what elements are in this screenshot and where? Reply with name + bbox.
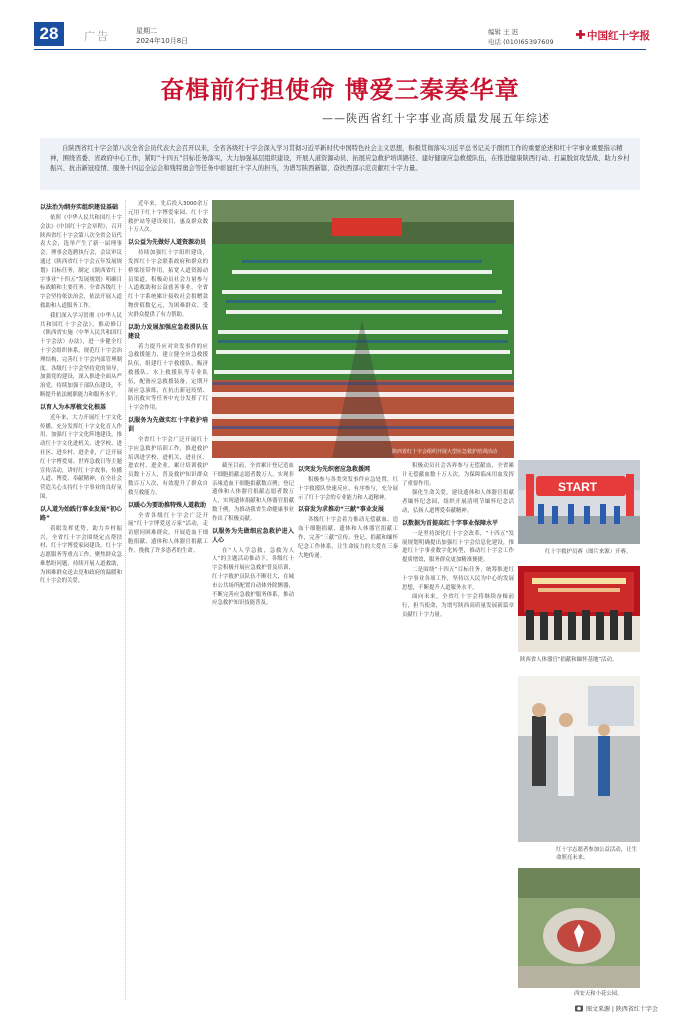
svg-text:START: START <box>558 480 598 494</box>
paragraph: 在“人人学急救，急救为人人”的主题活动推动下，各级红十字会积极开展应急救护普及培训，红十字救护员队伍不断壮大，在城市公共场所配置自动体外除颤器，不断完善应急救护服务体系，推动应急救护知识技能普及。 <box>212 547 294 607</box>
stadium-photo <box>212 200 514 458</box>
stadium-crowd-illustration <box>212 200 514 458</box>
paragraph: 全省红十字会广泛开展红十字应急救护培训工作，推进救护培训进学校、进机关、进社区、进农村、进企业，累计培训救护员数十万人，普及救护知识群众数百万人次，有效提升了群众自救互救能力。 <box>128 436 208 496</box>
paragraph: 强化生命关爱，建设遗体和人体器官捐献者缅怀纪念园，组织开展清明节缅怀纪念活动，弘扬人道博爱奉献精神。 <box>402 490 514 514</box>
volunteer-illustration <box>518 676 640 842</box>
paragraph: 积极动员社会各界参与无偿献血，全省累计无偿献血数十万人次，为保障临床用血发挥了重要作用。 <box>402 463 514 487</box>
section-label: 广告 <box>84 30 110 43</box>
headline: 奋楫前行担使命 博爱三秦奏华章 <box>160 76 520 104</box>
masthead <box>0 0 680 52</box>
red-cross-logo-icon <box>576 30 585 39</box>
paragraph: 着力提升应对突发事件的应急救援能力，建立健全应急救援队伍，组建红十字救援队、赈济救援队、水上救援队等专业队伍，配备应急救援装备，定期开展应急演练，在抗击新冠疫情、防汛救灾等任务中充分发挥了红十字会作用。 <box>128 343 208 412</box>
paragraph: 着眼发挥优势，助力乡村振兴，全省红十字会围绕定点帮扶村、红十字博爱家园建设、红十字志愿服务等重点工作，聚焦群众急难愁盼问题，持续开展人道救助，为困难群众送去党和政府的温暖和红十字会的关爱。 <box>40 525 122 585</box>
issue-date: 2024年10月8日 <box>136 37 189 45</box>
column-3a <box>212 462 294 1000</box>
section-heading: 以人道为始践行事业发展“初心路” <box>40 505 122 522</box>
paragraph: 二是围绕“十四五”目标任务，统筹推进红十字事业各项工作，坚持以人民为中心的发展思想，不断提升人道服务水平。 <box>402 566 514 591</box>
section-heading: 以育人为本厚植文化根基 <box>40 403 107 411</box>
photo-credit: 图文来源 | 陕西省红十字会 <box>586 1006 658 1013</box>
garden-photo <box>518 868 640 988</box>
newspaper-logo: 中国红十字报 <box>587 30 650 42</box>
section-heading: 以公益为先做好人道资源动员 <box>128 239 207 247</box>
issue-meta <box>136 26 188 46</box>
paragraph: 近年来，先后投入3000余万元用于红十字博爱家园、红十字救护站等建设项目，惠及群众数十万人次。 <box>128 201 208 234</box>
header-rule <box>34 49 646 50</box>
editor-name: 编辑 王 迟 <box>488 28 519 36</box>
section-heading: 以突发为先织密应急救援网 <box>298 466 371 473</box>
volunteer-photo <box>518 676 640 842</box>
garden-photo-caption: 西安天和小花公园。 <box>574 991 623 997</box>
start-photo-caption: 红十字救护员赛（图片来源）开赛。 <box>545 549 632 555</box>
paragraph: 积极参与各类突发事件应急处置，红十字救援队快速反应、有序参与，充分展示了红十字会的专业能力和人道精神。 <box>298 477 398 501</box>
section-heading: 以服务为先做实红十字救护培训 <box>128 416 208 433</box>
paragraph: 全省各级红十字会广泛开展“红十字博爱送万家”活动，走访慰问困难群众，开展造血干细胞捐献、遗体和人体器官捐献工作，挽救了许多患者的生命。 <box>128 512 208 554</box>
column-2 <box>128 200 208 1000</box>
meeting-stage-illustration <box>518 566 640 652</box>
column-3b <box>298 462 398 1000</box>
section-heading: 以服务为先做细应急救护进入人心 <box>212 527 294 544</box>
paragraph: 面向未来，全省红十字会将继续奋楫前行，担当使命，为谱写陕西高质量发展新篇章贡献红十字力量。 <box>402 594 514 618</box>
stadium-photo-caption: 陕西省红十字会组织开展大型应急救护培训活动 <box>392 449 498 455</box>
paragraph: 截至目前，全省累计登记造血干细胞捐献志愿者数万人，实现非亲缘造血干细胞捐献数百例；登记遗体和人体器官捐献志愿者数万人，实现遗体捐献和人体器官捐献数千例，为推动我省生命健康事业作出了积极贡献。 <box>212 463 294 522</box>
column-4 <box>402 462 514 1000</box>
column-1 <box>40 200 122 1000</box>
section-heading: 以奋发为求推动“三献”事业发展 <box>298 506 384 514</box>
meeting-photo-caption: 陕西省人体器官“捐献和缅怀基地”活动。 <box>520 657 618 663</box>
section-heading: 以助力发展加强应急救援队伍建设 <box>128 323 208 340</box>
column-divider <box>125 200 126 1000</box>
volunteer-photo-caption: 红十字志愿者参加公益活动，让生命照亮未来。 <box>556 847 637 861</box>
editor-phone: 电话 (010)65397609 <box>488 38 554 46</box>
paragraph: 一是坚持深化红十字会改革，“十四五”发展规划明确提出加强红十字会信息化建设，推进红十字事业数字化转型，推动红十字会工作提质增效，服务群众更加精准便捷。 <box>402 530 514 564</box>
start-race-photo <box>518 460 640 544</box>
issue-weekday: 星期二 <box>136 27 157 35</box>
subheadline: ——陕西省红十字事业高质量发展五年综述 <box>322 112 550 125</box>
paragraph: 近年来，大力开展红十字文化传播，充分发挥红十字文化育人作用。加强红十字文化阵地建设，推动红十字文化进机关、进学校、进社区、进乡村、进企业，广泛开展红十字博爱周、世界急救日等主题宣传活动，讲好红十字故事，传播人道、博爱、奉献精神，在全社会营造关心支持红十字事业的良好氛围。 <box>40 414 122 500</box>
section-heading: 以法治为纲夯实组织建设基础 <box>40 204 119 211</box>
garden-illustration <box>518 868 640 988</box>
section-heading: 以暖心为要助推特殊人道救助 <box>128 501 207 509</box>
page-number: 28 <box>34 22 64 46</box>
start-arch-illustration <box>518 460 640 544</box>
intro-box: 自陕西省红十字会第八次全省会员代表大会召开以来，全省各级红十字会深入学习贯彻习近平新时代中国特色社会主义思想，积极贯彻落实习近平总书记关于群团工作的重要论述和红十字事业重要指示精神，围绕省委、省政府中心工作，紧盯“十四五”目标任务落实，大力加强基层组织建设，开展人道资源动员、拓展应急救护培训路径、建好健康应急救援队伍，在推进健康陕西行动、打赢脱贫攻坚战、助力乡村振兴、抗击新冠疫情、服务十四运全运会和残特奥会等任务中彰显红十字人的担当，为谱写陕西新篇、奋扶西部示范贡献红十字力量。 <box>40 138 640 190</box>
camera-icon <box>575 1004 583 1012</box>
meeting-photo <box>518 566 640 652</box>
paragraph: 各级红十字会着力推动无偿献血、造血干细胞捐献、遗体和人体器官捐献工作，完善“三献”宣传、登记、捐献和缅怀纪念工作体系，让生命接力的大爱在三秦大地传递。 <box>298 517 398 559</box>
paragraph: 我们深入学习贯彻《中华人民共和国红十字会法》，推动修订《陕西省实施〈中华人民共和国红十字会法〉办法》，进一步健全红十字会组织体系，规范红十字会治理结构，完善红十字会内部管理制度。各级红十字会坚持党的领导，加强党的建设，深入推进全面从严治党，持续加强干部队伍建设，不断提升依法履职能力和服务水平。 <box>40 312 122 398</box>
paragraph: 依照《中华人民共和国红十字会法》《中国红十字会章程》，召开陕西省红十字会第八次全省会员代表大会，选举产生了新一届理事会。理事会选聘执行会，会议审议通过《陕西省红十字会五年发展规划》目标任务，制定《陕西省红十字事业“十四五”发展规划》明确目标战略和主要任务。全省各级红十字会坚持依法治会，依法开展人道救助和人道服务工作。 <box>40 215 122 309</box>
section-heading: 以数据为首提高红十字事业保障水平 <box>402 519 499 527</box>
paragraph: 持续加强红十字组织建设，发挥红十字会联系政府和群众的桥梁纽带作用，拓宽人道资源动员渠道，积极动员社会力量参与人道救助和公益慈善事业，全省红十字系统累计接收社会捐赠款物价值数亿元，为困难群众、受灾群众提供了有力帮助。 <box>128 250 208 318</box>
